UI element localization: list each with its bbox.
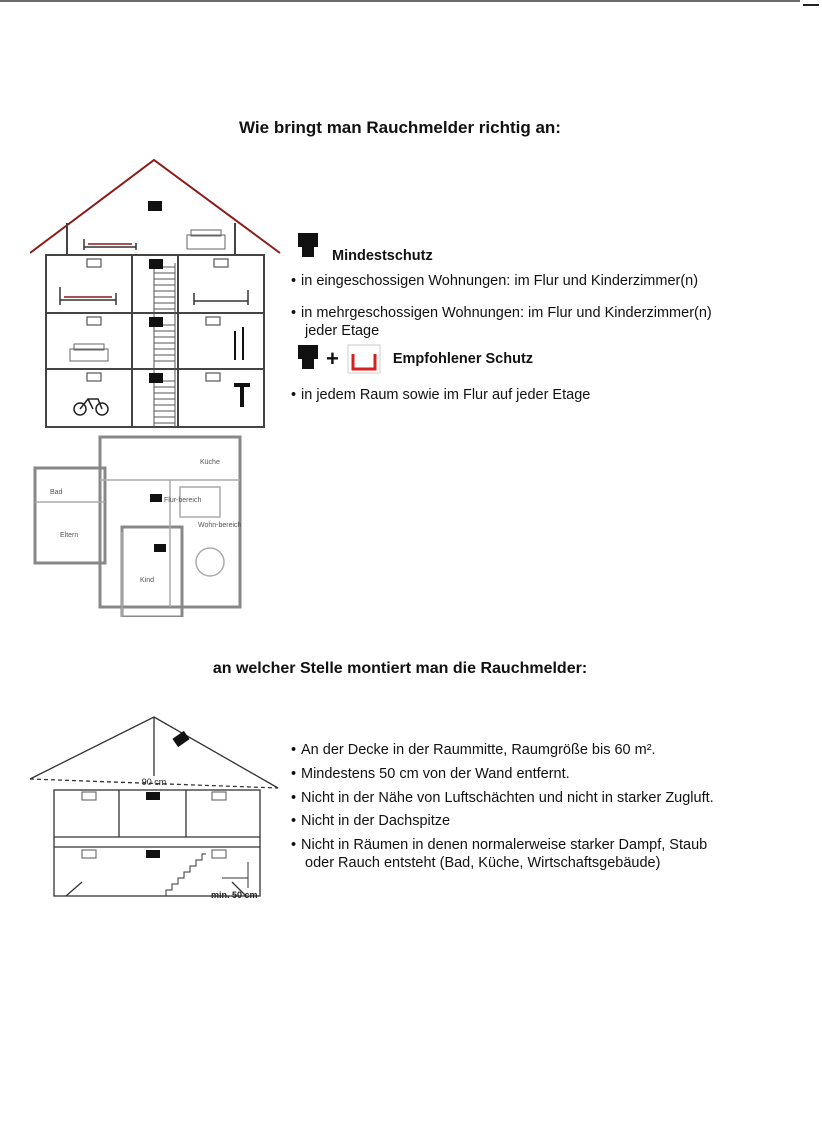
legend-minimum-label: Mindestschutz bbox=[332, 248, 433, 264]
bicycle-icon bbox=[74, 399, 108, 415]
smoke-detector-icon bbox=[296, 343, 320, 375]
smoke-detector-icon bbox=[149, 373, 163, 383]
page-title: Wie bringt man Rauchmelder richtig an: bbox=[239, 118, 561, 137]
smoke-detector-icon bbox=[149, 259, 163, 269]
list-item: • Nicht in der Nähe von Luftschächten und nicht in starker Zugluft. bbox=[291, 790, 714, 806]
bed-icon bbox=[84, 239, 136, 250]
smoke-detector-icon bbox=[172, 731, 189, 747]
legend-recommended bbox=[296, 343, 533, 375]
svg-text:Bad: Bad bbox=[50, 489, 63, 496]
list-item: • in eingeschossigen Wohnungen: im Flur und Kinderzimmer(n) bbox=[291, 273, 699, 289]
svg-text:Küche: Küche bbox=[200, 459, 220, 466]
tool-icon bbox=[234, 383, 250, 407]
smoke-detector-icon bbox=[296, 231, 320, 263]
svg-text:Wohn-bereich: Wohn-bereich bbox=[198, 522, 242, 529]
legend-recommended-label: Empfohlener Schutz bbox=[392, 351, 534, 367]
list-item: • in mehrgeschossigen Wohnungen: im Flur und Kinderzimmer(n) jeder Etage bbox=[291, 305, 712, 339]
smoke-detector-icon bbox=[154, 544, 166, 552]
corner-mark bbox=[803, 4, 819, 6]
svg-text:Kind: Kind bbox=[140, 577, 155, 584]
legend-minimum bbox=[296, 230, 433, 264]
top-rule bbox=[0, 0, 800, 2]
svg-text:Eltern: Eltern bbox=[60, 532, 79, 539]
list-item: • An der Decke in der Raummitte, Raumgröße bis 60 m². bbox=[291, 742, 656, 758]
house-diagram bbox=[30, 155, 282, 430]
list-item: • Mindestens 50 cm von der Wand entfernt. bbox=[291, 766, 570, 782]
smoke-detector-icon bbox=[146, 792, 160, 800]
list-item: • in jedem Raum sowie im Flur auf jeder Etage bbox=[291, 387, 591, 403]
smoke-detector-icon bbox=[150, 494, 162, 502]
bed-icon bbox=[60, 287, 116, 305]
list-item: • Nicht in der Dachspitze bbox=[291, 813, 451, 829]
smoke-detector-icon bbox=[148, 201, 162, 211]
sofa-icon bbox=[187, 230, 225, 249]
list-item: • Nicht in Räumen in denen normalerweise starker Dampf, Staub oder Rauch entsteht (Bad, Küche, Wirtschaftsgebäude) bbox=[291, 837, 708, 871]
smoke-detector-icon bbox=[146, 850, 160, 858]
bed-icon bbox=[194, 290, 248, 305]
heat-detector-icon bbox=[347, 344, 381, 374]
smoke-detector-icon bbox=[149, 317, 163, 327]
floor-plan bbox=[30, 432, 250, 617]
dimension-wall: min. 50 cm bbox=[211, 890, 258, 900]
dimension-ceiling: 90 cm bbox=[141, 777, 167, 787]
plus-sign: + bbox=[326, 346, 339, 371]
sofa-icon bbox=[70, 344, 108, 361]
section-diagram bbox=[26, 712, 286, 902]
cutlery-icon bbox=[235, 327, 243, 360]
section-title: an welcher Stelle montiert man die Rauchmelder: bbox=[212, 660, 588, 677]
svg-text:Flur-bereich: Flur-bereich bbox=[164, 497, 202, 504]
